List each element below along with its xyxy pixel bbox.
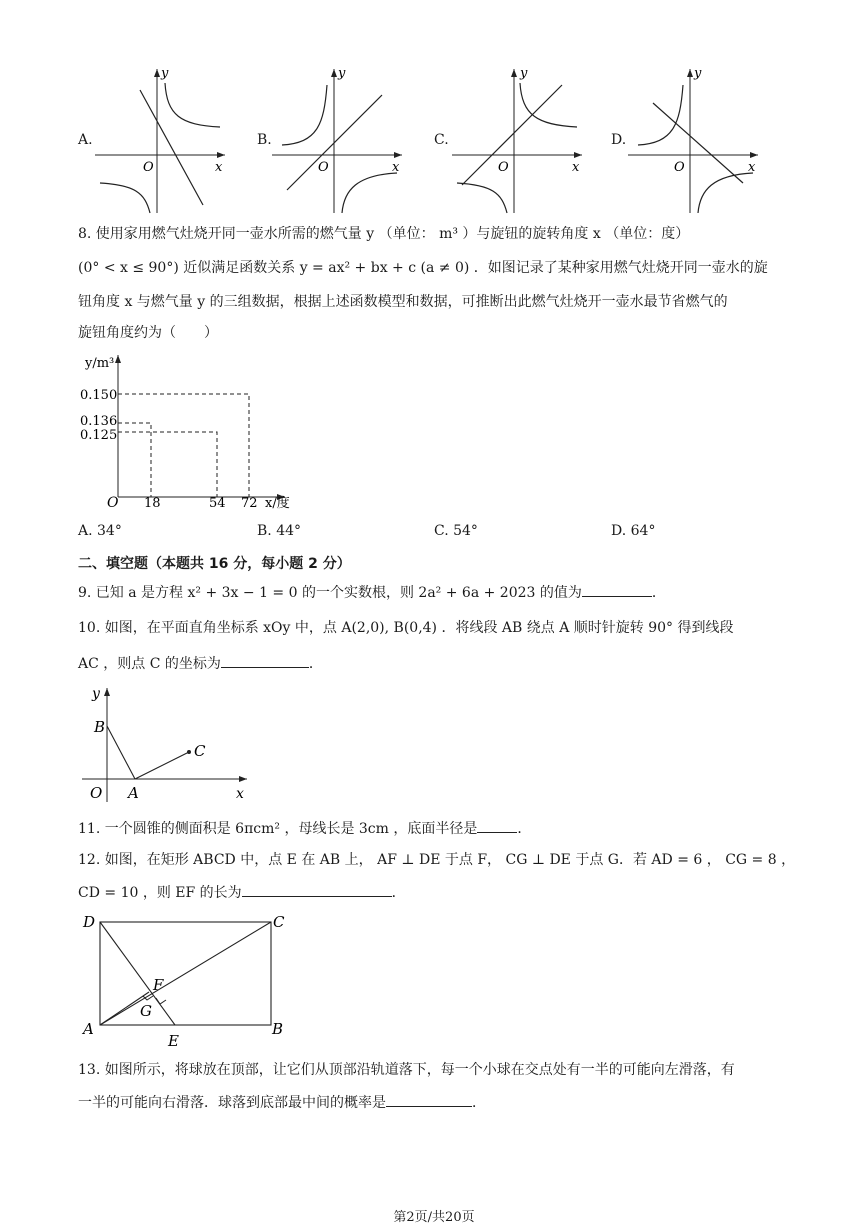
q12-fig-f: F (153, 976, 164, 994)
q10-answer-blank[interactable] (221, 653, 309, 668)
q8-line1: 8. 使用家用燃气灶烧开同一壶水所需的燃气量 y （单位： m³ ）与旋钮的旋转角度 x （单位：度） (78, 226, 690, 242)
q7-c-y: y (520, 66, 528, 81)
q8-chart-ytick-0125: 0.125 (80, 428, 118, 443)
q8-chart-xtick-18: 18 (144, 496, 161, 511)
q7-b-origin: O (318, 160, 329, 175)
q12-answer-blank[interactable] (242, 882, 392, 897)
q8-line4: 旋钮角度约为（ ） (78, 325, 218, 341)
q7-b-x: x (392, 160, 400, 175)
q7-option-b-graph (272, 65, 412, 215)
q9 (78, 582, 666, 603)
q11-end: ． (517, 821, 532, 837)
q12-fig-c: C (273, 913, 285, 931)
q7-d-origin: O (674, 160, 685, 175)
q10-end: ． (308, 656, 323, 672)
section2-title: 二、填空题（本题共 16 分，每小题 2 分） (78, 556, 351, 572)
q10-fig-a: A (128, 784, 139, 802)
q11-answer-blank[interactable] (477, 818, 517, 833)
q11-text: 11. 一个圆锥的侧面积是 6πcm² ，母线长是 3cm ，底面半径是 (78, 821, 478, 837)
q8-chart-xtick-72: 72 (241, 496, 258, 511)
q12-line2 (78, 882, 406, 903)
q10-fig-b: B (94, 718, 106, 736)
q13-end: ． (472, 1095, 486, 1111)
q12-figure (80, 908, 300, 1050)
q7-option-d-label: D. (611, 132, 627, 148)
q10-line2-text: AC ，则点 C 的坐标为 (78, 656, 221, 672)
q12-fig-e: E (168, 1032, 179, 1050)
q10-figure (82, 682, 262, 804)
q8-line2: (0° < x ≤ 90°) 近似满足函数关系 y = ax² + bx + c (a ≠ 0) ．如图记录了某种家用燃气灶烧开同一壶水的旋 (78, 260, 768, 276)
q8-chart-xlabel: x/度 (265, 496, 290, 511)
q8-chart (75, 345, 305, 515)
q11 (78, 818, 531, 839)
q9-text: 9. 已知 a 是方程 x² + 3x − 1 = 0 的一个实数根，则 2a² + 6a + 2023 的值为 (78, 585, 582, 601)
q9-end: ． (651, 585, 666, 601)
q10-line1: 10. 如图，在平面直角坐标系 xOy 中，点 A(2,0), B(0,4) ．将线段 AB 绕点 A 顺时针旋转 90° 得到线段 (78, 620, 734, 636)
q7-option-c-graph (452, 65, 592, 215)
q13-answer-blank[interactable] (386, 1092, 472, 1107)
q13-line2 (78, 1092, 486, 1113)
q13-line2-text: 一半的可能向右滑落．球落到底部最中间的概率是 (78, 1095, 386, 1111)
q8-chart-ytick-0136: 0.136 (80, 414, 118, 429)
q8-chart-xtick-54: 54 (209, 496, 226, 511)
q10-fig-x: x (236, 786, 244, 802)
q7-d-y: y (694, 66, 702, 81)
q8-line3: 钮角度 x 与燃气量 y 的三组数据，根据上述函数模型和数据，可推断出此燃气灶烧开一壶水最节省燃气的 (78, 294, 728, 310)
q7-option-d-graph (628, 65, 768, 215)
q8-option-a: A. 34° (78, 523, 122, 539)
q8-chart-ytick-0150: 0.150 (80, 388, 118, 403)
q7-b-y: y (338, 66, 346, 81)
q10-fig-c: C (194, 742, 206, 760)
q9-answer-blank[interactable] (582, 582, 652, 597)
q12-fig-g: G (140, 1002, 152, 1020)
q8-option-c: C. 54° (434, 523, 478, 539)
q7-a-y: y (161, 66, 169, 81)
q8-chart-origin: O (107, 495, 119, 511)
q10-fig-y: y (92, 686, 100, 702)
q7-option-a-graph (95, 65, 235, 215)
q7-option-c-label: C. (434, 132, 449, 148)
q7-options (0, 60, 868, 220)
q7-a-x: x (215, 160, 223, 175)
q7-option-b-label: B. (257, 132, 272, 148)
q8-chart-ylabel: y/m³ (85, 356, 115, 371)
q8-option-b: B. 44° (257, 523, 302, 539)
q12-end: ． (391, 885, 406, 901)
q8-option-d: D. 64° (611, 523, 656, 539)
q10-fig-o: O (90, 784, 103, 802)
q7-option-a-label: A. (78, 132, 93, 148)
q12-fig-d: D (83, 913, 96, 931)
q7-c-origin: O (498, 160, 509, 175)
q12-fig-a: A (83, 1020, 94, 1038)
page-footer: 第2页/共20页 (393, 1210, 475, 1225)
q12-line2-text: CD = 10 ，则 EF 的长为 (78, 885, 242, 901)
q7-c-x: x (572, 160, 580, 175)
q7-a-origin: O (143, 160, 154, 175)
q12-line1: 12. 如图，在矩形 ABCD 中，点 E 在 AB 上， AF ⊥ DE 于点 F， CG ⊥ DE 于点 G．若 AD = 6 ， CG = 8 ， (78, 852, 796, 868)
q7-d-x: x (748, 160, 756, 175)
q13-line1: 13. 如图所示，将球放在顶部，让它们从顶部沿轨道落下，每一个小球在交点处有一半的可能向左滑落，有 (78, 1062, 735, 1078)
q10-line2 (78, 653, 323, 674)
q12-fig-b: B (272, 1020, 284, 1038)
